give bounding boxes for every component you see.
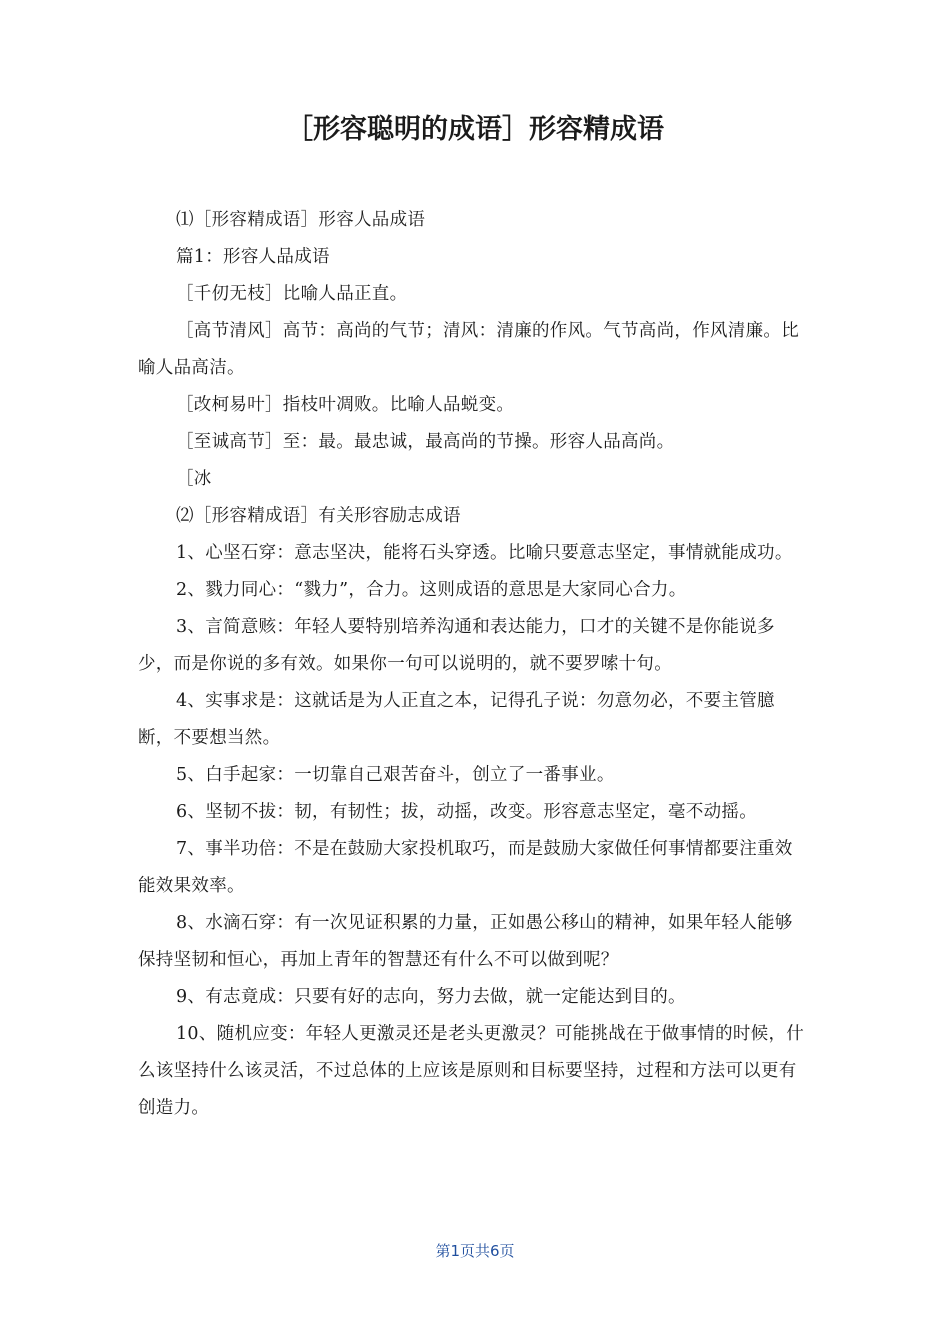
paragraph: ［冰 [176, 469, 212, 489]
paragraph: 8、水滴石穿：有一次见证积累的力量，正如愚公移山的精神，如果年轻人能够保持坚韧和恒心，再加上青年的智慧还有什么不可以做到呢？ [138, 913, 793, 970]
document-body [138, 202, 810, 1127]
paragraph: ⑵［形容精成语］有关形容励志成语 [176, 506, 461, 526]
page-number-footer: 第1页共6页 [435, 1242, 515, 1260]
paragraph: 1、心坚石穿：意志坚决，能将石头穿透。比喻只要意志坚定，事情就能成功。 [176, 543, 793, 563]
paragraph: ［高节清风］高节：高尚的气节；清风：清廉的作风。气节高尚，作风清廉。比喻人品高洁。 [138, 321, 799, 378]
paragraph: 10、随机应变：年轻人更激灵还是老头更激灵？可能挑战在于做事情的时候，什么该坚持什么该灵活，不过总体的上应该是原则和目标要坚持，过程和方法可以更有创造力。 [138, 1024, 805, 1118]
paragraph: ⑴［形容精成语］形容人品成语 [176, 210, 426, 230]
paragraph: 5、白手起家：一切靠自己艰苦奋斗，创立了一番事业。 [176, 765, 615, 785]
paragraph: ［千仞无枝］比喻人品正直。 [176, 284, 408, 304]
paragraph: ［至诚高节］至：最。最忠诚，最高尚的节操。形容人品高尚。 [176, 432, 675, 452]
paragraph: 2、戮力同心：“戮力”，合力。这则成语的意思是大家同心合力。 [176, 580, 687, 600]
paragraph: 9、有志竟成：只要有好的志向，努力去做，就一定能达到目的。 [176, 987, 686, 1007]
paragraph: 7、事半功倍：不是在鼓励大家投机取巧，而是鼓励大家做任何事情都要注重效能效果效率。 [138, 839, 793, 896]
paragraph: ［改柯易叶］指枝叶凋败。比喻人品蜕变。 [176, 395, 515, 415]
paragraph: 篇1：形容人品成语 [176, 247, 330, 267]
paragraph: 6、坚韧不拔：韧，有韧性；拔，动摇，改变。形容意志坚定，毫不动摇。 [176, 802, 758, 822]
document-title: ［形容聪明的成语］形容精成语 [286, 114, 664, 145]
paragraph: 4、实事求是：这就话是为人正直之本，记得孔子说：勿意勿必，不要主管臆断，不要想当然。 [138, 691, 775, 748]
paragraph: 3、言简意赅：年轻人要特别培养沟通和表达能力，口才的关键不是你能说多少，而是你说的多有效。如果你一句可以说明的，就不要罗嗦十句。 [138, 617, 775, 674]
